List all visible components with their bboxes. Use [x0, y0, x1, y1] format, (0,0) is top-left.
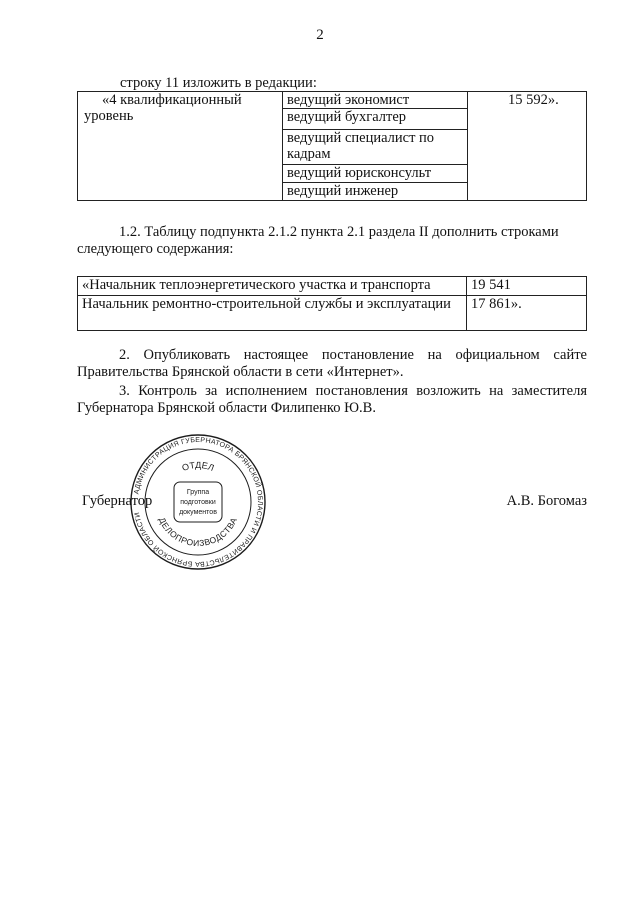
page-number: 2	[316, 27, 324, 43]
paragraph-3: 3. Контроль за исполнением постановления возложить на заместителя Губернатора Брянской области Филипенко Ю.В.	[77, 383, 587, 416]
signer-name: А.В. Богомаз	[506, 493, 587, 509]
position-cell: ведущий юрисконсульт	[283, 165, 468, 183]
position-cell: Начальник ремонтно-строительной службы и эксплуатации	[78, 296, 467, 331]
stamp-dept-bottom: ДЕЛОПРОИЗВОДСТВА	[156, 515, 240, 549]
paragraph-1-2-line1: 1.2. Таблицу подпункта 2.1.2 пункта 2.1 раздела II дополнить строками	[119, 224, 559, 240]
stamp-outer-text: АДМИНИСТРАЦИЯ ГУБЕРНАТОРА БРЯНСКОЙ ОБЛАСТИ И ПРАВИТЕЛЬСТВА БРЯНСКОЙ ОБЛАСТИ	[133, 436, 264, 568]
paragraph-1-2	[77, 224, 587, 258]
position-cell: ведущий специалист по кадрам	[283, 130, 468, 165]
salary-cell: 15 592».	[468, 92, 587, 201]
svg-text:ОТДЕЛ	[181, 460, 216, 473]
position-cell: ведущий бухгалтер	[283, 109, 468, 130]
stamp-center-line1: Группа	[186, 489, 210, 496]
salary-cell: 19 541	[467, 277, 587, 296]
additional-rows-table	[77, 276, 587, 331]
position-cell: ведущий экономист	[283, 92, 468, 109]
stamp-dept-top: ОТДЕЛ	[180, 459, 216, 474]
qualification-level-line2: уровень	[84, 108, 134, 124]
paragraph-1-2-line2: следующего содержания:	[77, 241, 234, 257]
paragraph-2: 2. Опубликовать настоящее постановление на официальном сайте Правительства Брянской области в сети «Интернет».	[77, 347, 587, 380]
signer-title: Губернатор	[82, 493, 153, 509]
svg-text:ДЕЛОПРОИЗВОДСТВА	[157, 516, 239, 548]
intro-text: строку 11 изложить в редакции:	[120, 75, 317, 91]
stamp-center-line2: подготовки	[180, 499, 216, 506]
position-cell: «Начальник теплоэнергетического участка и транспорта	[78, 277, 467, 296]
qualification-level-cell	[78, 92, 283, 201]
salary-cell: 17 861».	[467, 296, 587, 331]
stamp-center-line3: документов	[179, 509, 217, 516]
qualification-level-line1: «4 квалификационный	[102, 92, 242, 108]
position-cell: ведущий инженер	[283, 183, 468, 201]
qualification-table	[77, 91, 587, 201]
official-seal-stamp	[128, 432, 268, 572]
